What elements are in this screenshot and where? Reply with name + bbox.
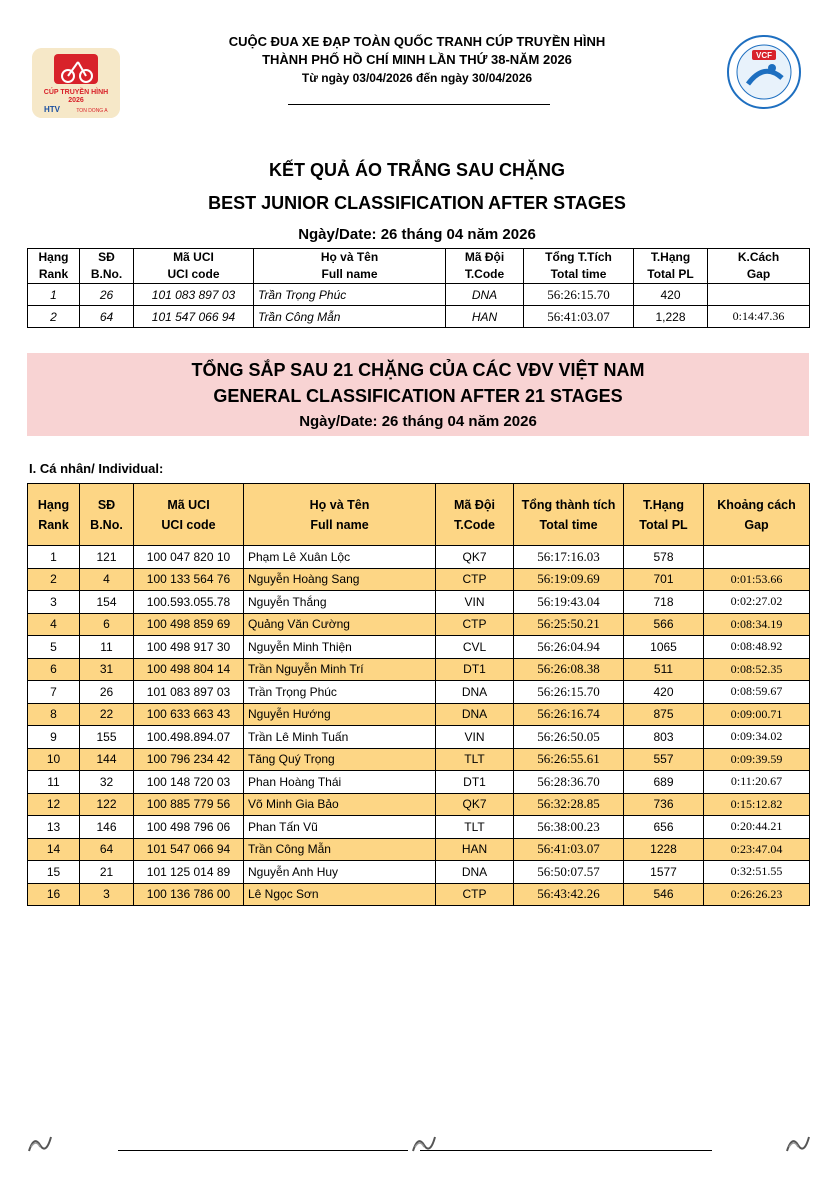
- cell-full-name: Trần Trọng Phúc: [244, 681, 436, 704]
- svg-text:HTV: HTV: [44, 105, 60, 114]
- cell-rank: 14: [28, 838, 80, 861]
- footer-line-left: [118, 1150, 408, 1151]
- table-row: [28, 681, 810, 704]
- table-row: [28, 613, 810, 636]
- table-row: [28, 883, 810, 906]
- cell-team-code: VIN: [436, 591, 514, 614]
- cell-full-name: Nguyễn Hoàng Sang: [244, 568, 436, 591]
- junior-header-row: [28, 249, 810, 284]
- cell-gap: 0:02:27.02: [704, 591, 810, 614]
- cell-uci-code: 101 083 897 03: [134, 284, 254, 306]
- cell-total-time: 56:41:03.07: [524, 306, 634, 328]
- cell-full-name: Phạm Lê Xuân Lộc: [244, 546, 436, 569]
- cell-uci-code: 101 547 066 94: [134, 306, 254, 328]
- general-title-vi: TỔNG SẮP SAU 21 CHẶNG CỦA CÁC VĐV VIỆT NAM: [191, 360, 645, 380]
- cell-bib: 26: [80, 284, 134, 306]
- cell-rank: 6: [28, 658, 80, 681]
- cell-full-name: Nguyễn Thắng: [244, 591, 436, 614]
- cell-full-name: Tăng Quý Trọng: [244, 748, 436, 771]
- cell-bib: 32: [80, 771, 134, 794]
- general-title-en: GENERAL CLASSIFICATION AFTER 21 STAGES: [213, 386, 623, 406]
- cell-total-time: 56:38:00.23: [514, 816, 624, 839]
- cell-team-code: CTP: [436, 883, 514, 906]
- cell-gap: 0:08:52.35: [704, 658, 810, 681]
- cell-rank: 1: [28, 546, 80, 569]
- cell-bib: 3: [80, 883, 134, 906]
- cell-total-pl: 557: [624, 748, 704, 771]
- cell-total-pl: 511: [624, 658, 704, 681]
- cell-total-pl: 875: [624, 703, 704, 726]
- section-label: I. Cá nhân/ Individual:: [29, 461, 164, 476]
- cell-rank: 7: [28, 681, 80, 704]
- cell-team-code: DNA: [446, 284, 524, 306]
- cell-rank: 2: [28, 306, 80, 328]
- cell-full-name: Trần Trọng Phúc: [254, 284, 446, 306]
- cell-total-time: 56:26:15.70: [524, 284, 634, 306]
- race-subtitle: THÀNH PHỐ HỒ CHÍ MINH LẦN THỨ 38-NĂM 2026: [262, 52, 572, 67]
- general-col-header: Mã UCI UCI code: [134, 484, 244, 546]
- cell-total-pl: 578: [624, 546, 704, 569]
- cell-bib: 146: [80, 816, 134, 839]
- cell-team-code: QK7: [436, 793, 514, 816]
- cell-team-code: CTP: [436, 568, 514, 591]
- cell-total-pl: 566: [624, 613, 704, 636]
- footer-line-right: [420, 1150, 712, 1151]
- cell-total-time: 56:26:08.38: [514, 658, 624, 681]
- general-col-header: Tổng thành tích Total time: [514, 484, 624, 546]
- cell-gap: 0:23:47.04: [704, 838, 810, 861]
- cell-bib: 6: [80, 613, 134, 636]
- cell-gap: 0:11:20.67: [704, 771, 810, 794]
- cell-gap: 0:09:39.59: [704, 748, 810, 771]
- cell-gap: 0:01:53.66: [704, 568, 810, 591]
- cell-gap: 0:26:26.23: [704, 883, 810, 906]
- cell-uci-code: 101 125 014 89: [134, 861, 244, 884]
- cell-total-pl: 420: [624, 681, 704, 704]
- cell-total-time: 56:26:15.70: [514, 681, 624, 704]
- table-row: [28, 658, 810, 681]
- cell-total-pl: 1577: [624, 861, 704, 884]
- footer-swirl-icon: [410, 1133, 438, 1155]
- cell-uci-code: 100.593.055.78: [134, 591, 244, 614]
- cell-rank: 4: [28, 613, 80, 636]
- junior-col-header: Mã Đội T.Code: [446, 249, 524, 284]
- cell-rank: 11: [28, 771, 80, 794]
- cell-uci-code: 101 083 897 03: [134, 681, 244, 704]
- cell-total-time: 56:26:16.74: [514, 703, 624, 726]
- cell-team-code: DNA: [436, 861, 514, 884]
- cell-gap: 0:08:59.67: [704, 681, 810, 704]
- svg-text:2026: 2026: [68, 97, 84, 104]
- race-dates: Từ ngày 03/04/2026 đến ngày 30/04/2026: [301, 71, 533, 85]
- cell-rank: 1: [28, 284, 80, 306]
- cell-team-code: TLT: [436, 816, 514, 839]
- cell-total-time: 56:32:28.85: [514, 793, 624, 816]
- cell-rank: 16: [28, 883, 80, 906]
- junior-col-header: T.Hạng Total PL: [634, 249, 708, 284]
- table-row: [28, 568, 810, 591]
- cell-gap: 0:20:44.21: [704, 816, 810, 839]
- cell-total-pl: 1228: [624, 838, 704, 861]
- cell-rank: 12: [28, 793, 80, 816]
- cell-team-code: DT1: [436, 771, 514, 794]
- cell-full-name: Nguyễn Hướng: [244, 703, 436, 726]
- footer-swirl-icon: [784, 1133, 812, 1155]
- cell-bib: 26: [80, 681, 134, 704]
- cell-team-code: HAN: [436, 838, 514, 861]
- cell-full-name: Trần Nguyễn Minh Trí: [244, 658, 436, 681]
- cell-gap: 0:08:34.19: [704, 613, 810, 636]
- cell-rank: 5: [28, 636, 80, 659]
- cell-uci-code: 100 498 804 14: [134, 658, 244, 681]
- table-row: [28, 546, 810, 569]
- cell-full-name: Lê Ngọc Sơn: [244, 883, 436, 906]
- cell-gap: 0:14:47.36: [708, 306, 810, 328]
- table-row: [28, 703, 810, 726]
- cell-bib: 31: [80, 658, 134, 681]
- cell-total-pl: 420: [634, 284, 708, 306]
- cell-uci-code: 100 498 859 69: [134, 613, 244, 636]
- cell-bib: 154: [80, 591, 134, 614]
- cell-full-name: Trần Công Mẫn: [244, 838, 436, 861]
- cell-full-name: Phan Hoàng Thái: [244, 771, 436, 794]
- cell-bib: 121: [80, 546, 134, 569]
- junior-col-header: Hạng Rank: [28, 249, 80, 284]
- cell-total-time: 56:19:09.69: [514, 568, 624, 591]
- cell-total-time: 56:19:43.04: [514, 591, 624, 614]
- junior-col-header: Họ và Tên Full name: [254, 249, 446, 284]
- cell-total-pl: 736: [624, 793, 704, 816]
- cell-team-code: HAN: [446, 306, 524, 328]
- cell-team-code: DNA: [436, 703, 514, 726]
- svg-text:VCF: VCF: [756, 51, 772, 60]
- cell-total-pl: 656: [624, 816, 704, 839]
- cell-uci-code: 100 133 564 76: [134, 568, 244, 591]
- junior-title-vi: KẾT QUẢ ÁO TRẮNG SAU CHẶNG: [269, 160, 565, 180]
- cell-bib: 144: [80, 748, 134, 771]
- cell-total-pl: 689: [624, 771, 704, 794]
- svg-text:TON DONG A: TON DONG A: [76, 108, 108, 114]
- general-header-row: [28, 484, 810, 546]
- table-row: [28, 793, 810, 816]
- cell-total-pl: 701: [624, 568, 704, 591]
- cell-total-time: 56:50:07.57: [514, 861, 624, 884]
- table-row: [28, 816, 810, 839]
- cell-bib: 64: [80, 838, 134, 861]
- header-divider: [288, 104, 550, 105]
- junior-title-en: BEST JUNIOR CLASSIFICATION AFTER STAGES: [208, 193, 626, 213]
- cell-total-pl: 546: [624, 883, 704, 906]
- cell-rank: 8: [28, 703, 80, 726]
- cell-total-time: 56:25:50.21: [514, 613, 624, 636]
- cell-team-code: CVL: [436, 636, 514, 659]
- cell-bib: 155: [80, 726, 134, 749]
- cell-total-pl: 803: [624, 726, 704, 749]
- cell-rank: 9: [28, 726, 80, 749]
- cell-rank: 15: [28, 861, 80, 884]
- cell-team-code: CTP: [436, 613, 514, 636]
- table-row: [28, 306, 810, 328]
- junior-col-header: SĐ B.No.: [80, 249, 134, 284]
- cell-gap: [708, 284, 810, 306]
- cell-bib: 122: [80, 793, 134, 816]
- cell-total-pl: 718: [624, 591, 704, 614]
- cell-gap: 0:15:12.82: [704, 793, 810, 816]
- cell-total-time: 56:26:04.94: [514, 636, 624, 659]
- cell-uci-code: 100 498 917 30: [134, 636, 244, 659]
- cell-bib: 22: [80, 703, 134, 726]
- general-col-header: T.Hạng Total PL: [624, 484, 704, 546]
- cell-gap: 0:09:34.02: [704, 726, 810, 749]
- cell-full-name: Nguyễn Anh Huy: [244, 861, 436, 884]
- cell-team-code: DT1: [436, 658, 514, 681]
- cell-uci-code: 100 047 820 10: [134, 546, 244, 569]
- cell-total-time: 56:43:42.26: [514, 883, 624, 906]
- cell-total-time: 56:17:16.03: [514, 546, 624, 569]
- cell-total-pl: 1065: [624, 636, 704, 659]
- junior-date: Ngày/Date: 26 tháng 04 năm 2026: [298, 226, 536, 243]
- cell-bib: 4: [80, 568, 134, 591]
- cell-team-code: VIN: [436, 726, 514, 749]
- cell-total-time: 56:28:36.70: [514, 771, 624, 794]
- cell-total-time: 56:26:50.05: [514, 726, 624, 749]
- footer-swirl-icon: [26, 1133, 54, 1155]
- general-col-header: Hạng Rank: [28, 484, 80, 546]
- cell-total-time: 56:26:55.61: [514, 748, 624, 771]
- general-col-header: Khoảng cách Gap: [704, 484, 810, 546]
- junior-col-header: K.Cách Gap: [708, 249, 810, 284]
- cell-uci-code: 100 498 796 06: [134, 816, 244, 839]
- general-date: Ngày/Date: 26 tháng 04 năm 2026: [299, 413, 537, 430]
- cell-full-name: Trần Lê Minh Tuấn: [244, 726, 436, 749]
- cell-team-code: DNA: [436, 681, 514, 704]
- cell-rank: 2: [28, 568, 80, 591]
- cell-bib: 21: [80, 861, 134, 884]
- cell-uci-code: 101 547 066 94: [134, 838, 244, 861]
- cell-gap: [704, 546, 810, 569]
- cell-gap: 0:08:48.92: [704, 636, 810, 659]
- cell-rank: 3: [28, 591, 80, 614]
- cell-rank: 13: [28, 816, 80, 839]
- cell-bib: 11: [80, 636, 134, 659]
- table-row: [28, 284, 810, 306]
- cell-team-code: QK7: [436, 546, 514, 569]
- cell-full-name: Nguyễn Minh Thiện: [244, 636, 436, 659]
- table-row: [28, 591, 810, 614]
- svg-text:CÚP TRUYỀN HÌNH: CÚP TRUYỀN HÌNH: [43, 89, 109, 96]
- cell-full-name: Võ Minh Gia Bảo: [244, 793, 436, 816]
- cell-team-code: TLT: [436, 748, 514, 771]
- junior-table: [27, 248, 810, 328]
- cell-gap: 0:09:00.71: [704, 703, 810, 726]
- cell-full-name: Phan Tấn Vũ: [244, 816, 436, 839]
- cell-full-name: Quảng Văn Cường: [244, 613, 436, 636]
- race-title: CUỘC ĐUA XE ĐẠP TOÀN QUỐC TRANH CÚP TRUYỀN HÌNH: [228, 34, 606, 49]
- cell-uci-code: 100 136 786 00: [134, 883, 244, 906]
- cell-gap: 0:32:51.55: [704, 861, 810, 884]
- junior-col-header: Tổng T.Tích Total time: [524, 249, 634, 284]
- cell-uci-code: 100 633 663 43: [134, 703, 244, 726]
- cell-full-name: Trần Công Mẫn: [254, 306, 446, 328]
- table-row: [28, 748, 810, 771]
- general-col-header: Họ và Tên Full name: [244, 484, 436, 546]
- table-row: [28, 726, 810, 749]
- cell-uci-code: 100.498.894.07: [134, 726, 244, 749]
- cell-uci-code: 100 148 720 03: [134, 771, 244, 794]
- general-col-header: SĐ B.No.: [80, 484, 134, 546]
- table-row: [28, 838, 810, 861]
- general-col-header: Mã Đội T.Code: [436, 484, 514, 546]
- table-row: [28, 861, 810, 884]
- cell-total-pl: 1,228: [634, 306, 708, 328]
- cell-uci-code: 100 796 234 42: [134, 748, 244, 771]
- table-row: [28, 636, 810, 659]
- cell-uci-code: 100 885 779 56: [134, 793, 244, 816]
- cell-rank: 10: [28, 748, 80, 771]
- cell-total-time: 56:41:03.07: [514, 838, 624, 861]
- general-table: [27, 483, 810, 906]
- table-row: [28, 771, 810, 794]
- cell-bib: 64: [80, 306, 134, 328]
- junior-col-header: Mã UCI UCI code: [134, 249, 254, 284]
